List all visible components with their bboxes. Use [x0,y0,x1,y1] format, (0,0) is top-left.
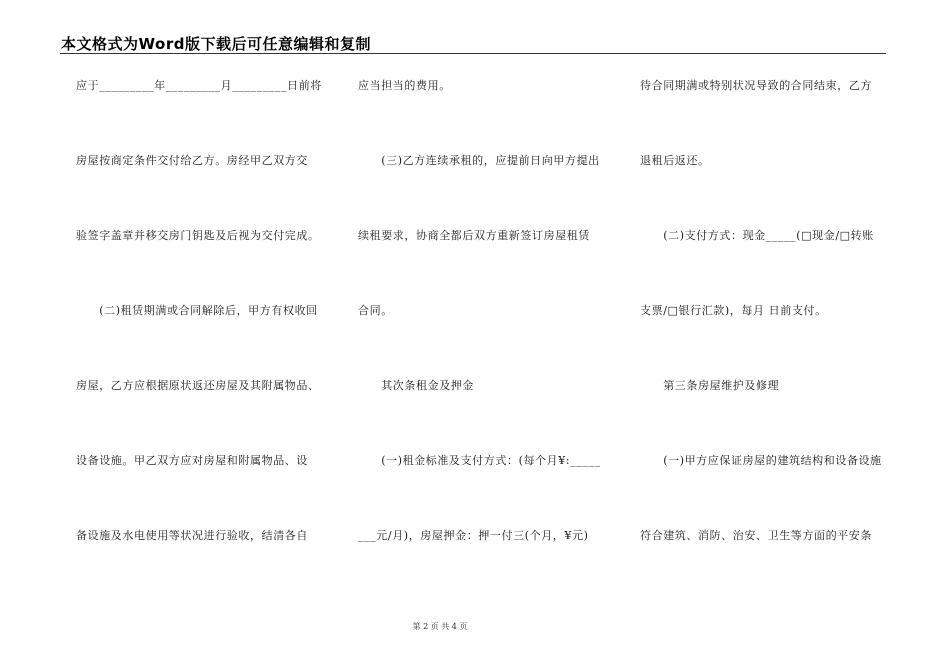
text-line: 支票/□银行汇款)，每月 日前支付。 [640,304,827,317]
text-line: 房屋，乙方应根据原状返还房屋及其附属物品、 [76,379,320,392]
text-column-1 [76,78,331,603]
text-line: (一)租金标准及支付方式：(每个月¥:_____ [358,454,601,467]
text-line: 备设施及水电使用等状况进行验收，结清各自 [76,529,308,542]
text-line: 设备设施。甲乙双方应对房屋和附属物品、设 [76,454,308,467]
text-line: (二)租赁期满或合同解除后，甲方有权收回 [76,304,318,317]
text-column-3 [640,78,895,603]
text-line: 符合建筑、消防、治安、卫生等方面的平安条 [640,529,872,542]
text-line: 房屋按商定条件交付给乙方。房经甲乙双方交 [76,154,308,167]
text-line: (二)支付方式：现金_____(□现金/□转账 [640,229,874,242]
text-line: 应当担当的费用。 [358,79,451,92]
text-column-2 [358,78,613,603]
text-line: (一)甲方应保证房屋的建筑结构和设备设施 [640,454,882,467]
text-line: (三)乙方连续承租的，应提前日向甲方提出 [358,154,600,167]
header-divider [60,53,886,54]
section-heading: 第三条房屋维护及修理 [640,379,780,392]
text-line: 待合同期满或特别状况导致的合同结束，乙方 [640,79,872,92]
page-number: 第 2 页 共 4 页 [412,622,468,631]
text-line: 续租要求，协商全都后双方重新签订房屋租赁 [358,229,590,242]
section-heading: 其次条租金及押金 [358,379,474,392]
text-line: 应于_________年_________月_________日前将 [76,79,322,92]
text-line: 验签字盖章并移交房门钥匙及后视为交付完成。 [76,229,320,242]
page-header-title: 本文格式为Word版下载后可任意编辑和复制 [61,35,371,53]
text-line: ___元/月)，房屋押金：押一付三(个月，¥元) [358,529,589,542]
text-line: 合同。 [358,304,393,317]
text-line: 退租后返还。 [640,154,710,167]
